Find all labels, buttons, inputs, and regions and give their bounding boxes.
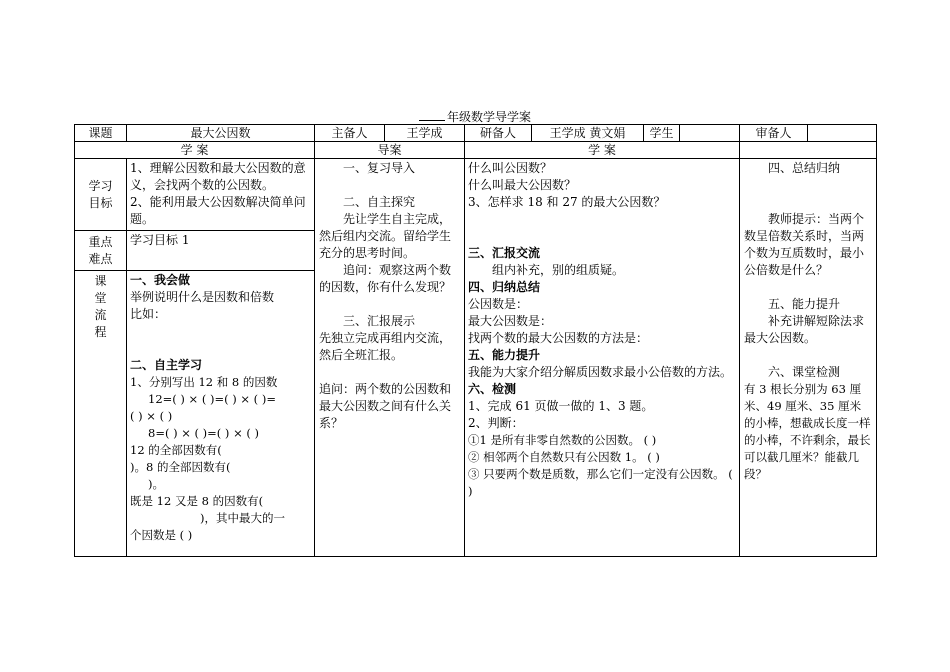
section-empty — [740, 142, 877, 159]
guide-column — [315, 159, 465, 557]
guide-question-2: 追问：两个数的公因数和最大公因数之间有什么关系？ — [319, 382, 452, 430]
lesson-table — [74, 124, 876, 557]
self-study-1: 1、分别写出 12 和 8 的因数 — [130, 375, 278, 389]
goal-label — [75, 159, 127, 231]
improve-text: 我能为大家介绍分解质因数求最小公倍数的方法。 — [468, 365, 733, 379]
goal-row — [75, 159, 877, 231]
goal-label-2: 目标 — [88, 195, 113, 210]
summary-2: 最大公因数是： — [468, 314, 553, 328]
can-do-1: 举例说明什么是因数和倍数 — [130, 290, 275, 304]
far-test: 六、课堂检测 — [768, 365, 841, 379]
self-study-3: ( ) × ( ) — [130, 409, 173, 423]
far-improve-text: 补充讲解短除法求最大公因数。 — [744, 314, 865, 345]
heading-test: 六、检测 — [468, 382, 517, 396]
judge-1: ①1 是所有非零自然数的公因数。 ( ) — [468, 433, 657, 447]
key-content: 学习目标 1 — [127, 231, 315, 271]
preparer-label: 主备人 — [315, 125, 385, 142]
heading-self-study: 二、自主学习 — [130, 358, 203, 372]
flow-label-2: 堂 — [94, 291, 107, 305]
flow-label — [75, 271, 127, 557]
q-common-factor: 什么叫公因数？ — [468, 161, 553, 175]
test-2: 2、判断： — [468, 416, 524, 430]
student-value — [680, 125, 740, 142]
flow-label-1: 课 — [94, 274, 107, 288]
preparer-value: 王学成 — [385, 125, 465, 142]
can-do-2: 比如： — [130, 307, 167, 321]
guide-explore-text: 先让学生自主完成，然后组内交流。留给学生充分的思考时间。 — [319, 212, 452, 260]
key-label-1: 重点 — [88, 234, 113, 249]
self-study-7: )。 — [148, 477, 164, 491]
judge-3: ③ 只要两个数是质数，那么它们一定没有公因数。 ( ) — [468, 467, 733, 498]
guide-review: 一、复习导入 — [343, 161, 416, 175]
goal-2: 2、能利用最大公因数解决简单问题。 — [130, 195, 306, 226]
self-study-8: 既是 12 又是 8 的因数有( — [130, 494, 264, 508]
report-text: 组内补充，别的组质疑。 — [492, 263, 625, 277]
header-row — [75, 125, 877, 142]
flow-content — [127, 271, 315, 557]
heading-can-do: 一、我会做 — [130, 273, 191, 287]
course-value: 最大公因数 — [127, 125, 315, 142]
self-study-9: )，其中最大的一 — [200, 511, 285, 525]
section-xuean-right: 学 案 — [465, 142, 740, 159]
heading-improve: 五、能力提升 — [468, 348, 541, 362]
student-label: 学生 — [644, 125, 680, 142]
key-label — [75, 231, 127, 271]
goal-label-1: 学习 — [88, 178, 113, 193]
goal-1: 1、理解公因数和最大公因数的意义，会找两个数的公因数。 — [130, 161, 306, 192]
reviewer-value — [808, 125, 877, 142]
q-gcd: 什么叫最大公因数？ — [468, 178, 577, 192]
heading-summary: 四、归纳总结 — [468, 280, 541, 294]
far-tip: 教师提示：当两个数呈倍数关系时，当两个数为互质数时，最小公倍数是什么？ — [744, 212, 865, 277]
course-label: 课题 — [75, 125, 127, 142]
goal-content — [127, 159, 315, 231]
section-xuean-left: 学 案 — [75, 142, 315, 159]
self-study-4: 8=( ) × ( )=( ) × ( ) — [148, 426, 259, 440]
practice-column — [465, 159, 740, 557]
self-study-6: )。8 的全部因数有( — [130, 460, 231, 474]
q-how-gcd: 3、怎样求 18 和 27 的最大公因数？ — [468, 195, 666, 209]
heading-report: 三、汇报交流 — [468, 246, 541, 260]
title-blank — [419, 109, 445, 121]
title-text: 年级数学导学案 — [446, 110, 531, 124]
flow-label-4: 程 — [94, 325, 107, 339]
guide-report-text: 先独立完成再组内交流，然后全班汇报。 — [319, 331, 452, 362]
summary-column — [740, 159, 877, 557]
guide-report: 三、汇报展示 — [343, 314, 416, 328]
judge-2: ② 相邻两个自然数只有公因数 1。 ( ) — [468, 450, 660, 464]
flow-label-3: 流 — [94, 308, 107, 322]
guide-explore: 二、自主探究 — [343, 195, 416, 209]
section-daoan: 导案 — [315, 142, 465, 159]
key-label-2: 难点 — [88, 251, 113, 266]
self-study-5: 12 的全部因数有( — [130, 443, 222, 457]
doc-title — [0, 108, 950, 125]
section-row — [75, 142, 877, 159]
researcher-value: 王学成 黄文娟 — [532, 125, 644, 142]
far-test-text: 有 3 根长分别为 63 厘米、49 厘米、35 厘米的小棒，想截成长度一样的小棒，不许剩余，最长可以截几厘米？能截几段？ — [744, 382, 871, 481]
summary-3: 找两个数的最大公因数的方法是： — [468, 331, 649, 345]
far-improve: 五、能力提升 — [768, 297, 841, 311]
researcher-label: 研备人 — [465, 125, 532, 142]
self-study-2: 12=( ) × ( )=( ) × ( )= — [148, 392, 276, 406]
far-summary: 四、总结归纳 — [768, 161, 841, 175]
summary-1: 公因数是： — [468, 297, 529, 311]
self-study-10: 个因数是 ( ) — [130, 528, 193, 542]
test-1: 1、完成 61 页做一做的 1、3 题。 — [468, 399, 654, 413]
guide-question-1: 追问：观察这两个数的因数，你有什么发现？ — [319, 263, 452, 294]
reviewer-label: 审备人 — [740, 125, 808, 142]
